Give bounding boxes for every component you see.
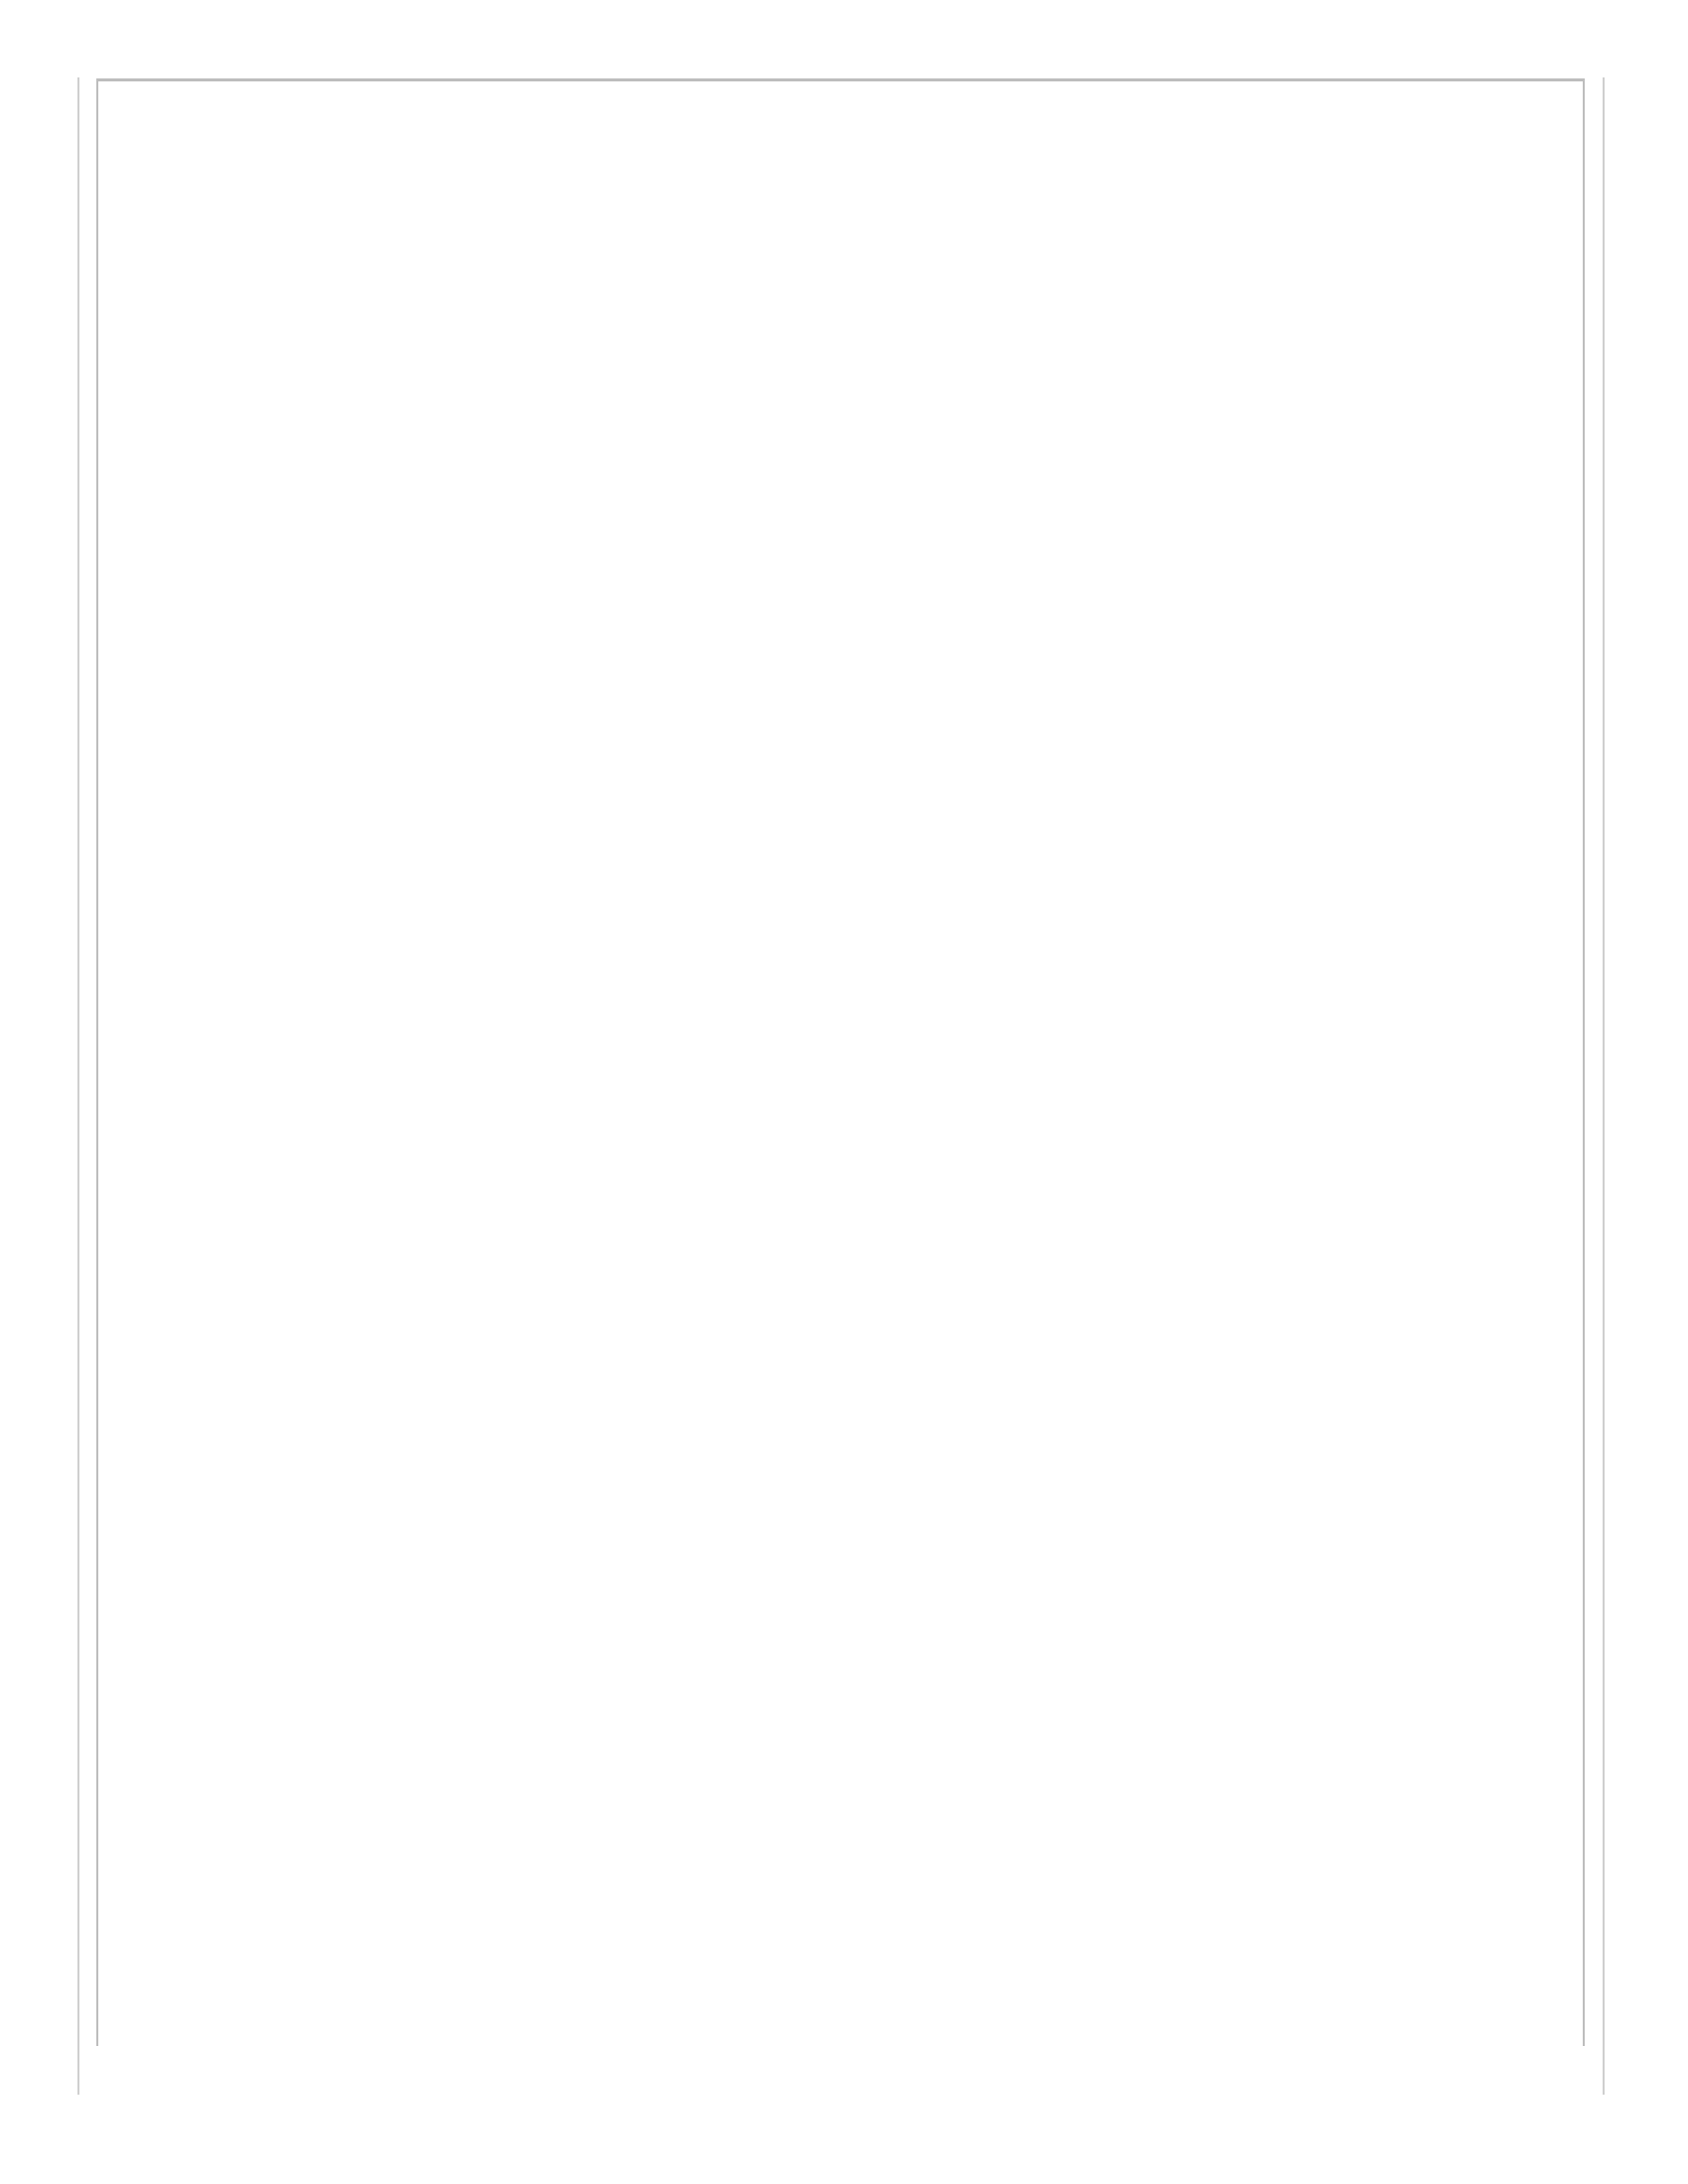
page-left-rule: [77, 77, 79, 2095]
page-right-rule: [1603, 77, 1605, 2095]
vehicle-history-table: [96, 78, 1585, 2046]
